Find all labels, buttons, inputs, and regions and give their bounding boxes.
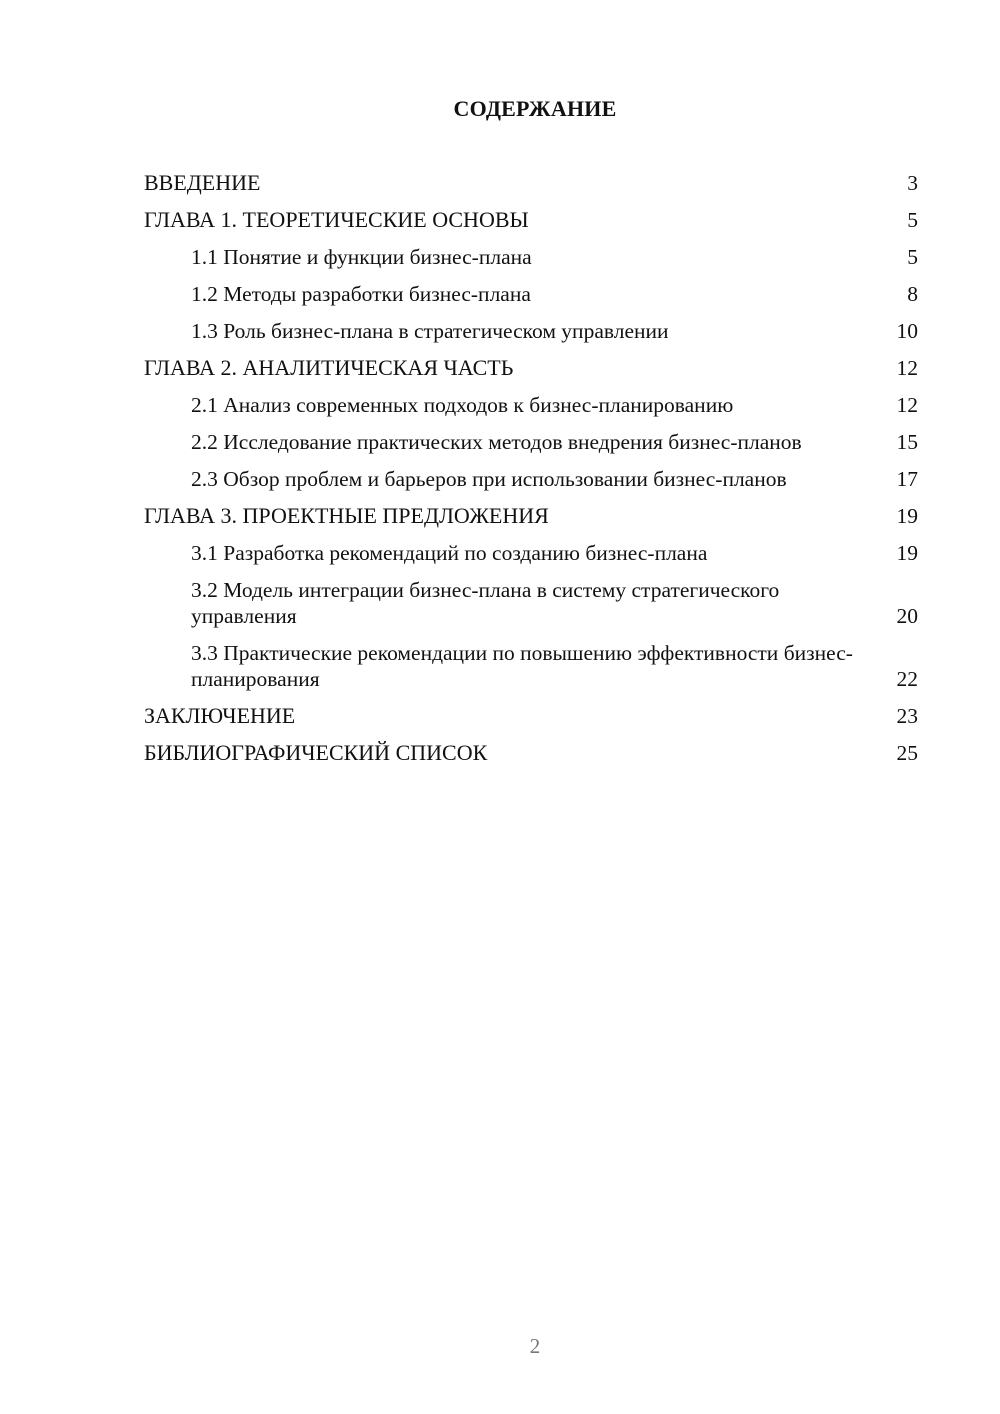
toc-entry[interactable] bbox=[144, 170, 918, 207]
toc-entry-page: 5 bbox=[907, 245, 918, 269]
toc-entry-title: 2.1 Анализ современных подходов к бизнес-планированию bbox=[191, 393, 734, 417]
page-number: 2 bbox=[529, 1334, 541, 1358]
toc-entry[interactable] bbox=[144, 281, 918, 318]
toc-entry[interactable] bbox=[144, 640, 918, 703]
toc-entry[interactable] bbox=[144, 540, 918, 577]
toc-entry-page: 19 bbox=[896, 504, 918, 528]
toc-entry-page: 10 bbox=[896, 319, 918, 343]
toc-entry[interactable] bbox=[144, 703, 918, 740]
toc-entry[interactable] bbox=[144, 244, 918, 281]
toc-entry-title: БИБЛИОГРАФИЧЕСКИЙ СПИСОК bbox=[144, 740, 488, 765]
toc-entry-page: 15 bbox=[896, 430, 918, 454]
toc-entry-title: 2.2 Исследование практических методов внедрения бизнес-планов bbox=[191, 430, 802, 454]
toc-entry[interactable] bbox=[144, 429, 918, 466]
toc-entry[interactable] bbox=[144, 740, 918, 777]
toc-entry-title: 1.2 Методы разработки бизнес-плана bbox=[191, 282, 531, 306]
toc-entry-page: 20 bbox=[896, 604, 918, 628]
toc-entry[interactable] bbox=[144, 392, 918, 429]
toc-entry-title: 1.3 Роль бизнес-плана в стратегическом управлении bbox=[191, 319, 669, 343]
toc-entry[interactable] bbox=[144, 207, 918, 244]
toc-entry-title: 3.2 Модель интеграции бизнес-плана в систему стратегического управления bbox=[191, 578, 780, 628]
toc-entry-title: ГЛАВА 2. АНАЛИТИЧЕСКАЯ ЧАСТЬ bbox=[144, 355, 514, 380]
toc-entry-title: ГЛАВА 3. ПРОЕКТНЫЕ ПРЕДЛОЖЕНИЯ bbox=[144, 503, 549, 528]
toc-entry-page: 22 bbox=[896, 667, 918, 691]
toc-entry[interactable] bbox=[144, 577, 918, 640]
toc-entry-title: 3.1 Разработка рекомендаций по созданию бизнес-плана bbox=[191, 541, 708, 565]
toc-entry-page: 19 bbox=[896, 541, 918, 565]
toc-entry-page: 23 bbox=[896, 704, 918, 728]
page-title: СОДЕРЖАНИЕ bbox=[453, 96, 617, 121]
toc-entry-title: 1.1 Понятие и функции бизнес-плана bbox=[191, 245, 532, 269]
toc-entry-title: ВВЕДЕНИЕ bbox=[144, 170, 261, 195]
toc-entry-title: 2.3 Обзор проблем и барьеров при использовании бизнес-планов bbox=[191, 467, 787, 491]
toc-entry-page: 17 bbox=[896, 467, 918, 491]
toc-entry[interactable] bbox=[144, 503, 918, 540]
toc-entry-title: ЗАКЛЮЧЕНИЕ bbox=[144, 703, 296, 728]
toc-entry-title: ГЛАВА 1. ТЕОРЕТИЧЕСКИЕ ОСНОВЫ bbox=[144, 207, 529, 232]
toc-entry-page: 12 bbox=[896, 356, 918, 380]
toc-entry-page: 5 bbox=[907, 208, 918, 232]
toc-entry[interactable] bbox=[144, 318, 918, 355]
toc-entry-title: 3.3 Практические рекомендации по повышению эффективности бизнес-планирования bbox=[191, 641, 853, 691]
toc-entry[interactable] bbox=[144, 466, 918, 503]
toc-entry-page: 12 bbox=[896, 393, 918, 417]
table-of-contents bbox=[144, 170, 918, 777]
toc-entry-page: 8 bbox=[907, 282, 918, 306]
toc-entry[interactable] bbox=[144, 355, 918, 392]
toc-entry-page: 25 bbox=[896, 741, 918, 765]
toc-entry-page: 3 bbox=[907, 171, 918, 195]
